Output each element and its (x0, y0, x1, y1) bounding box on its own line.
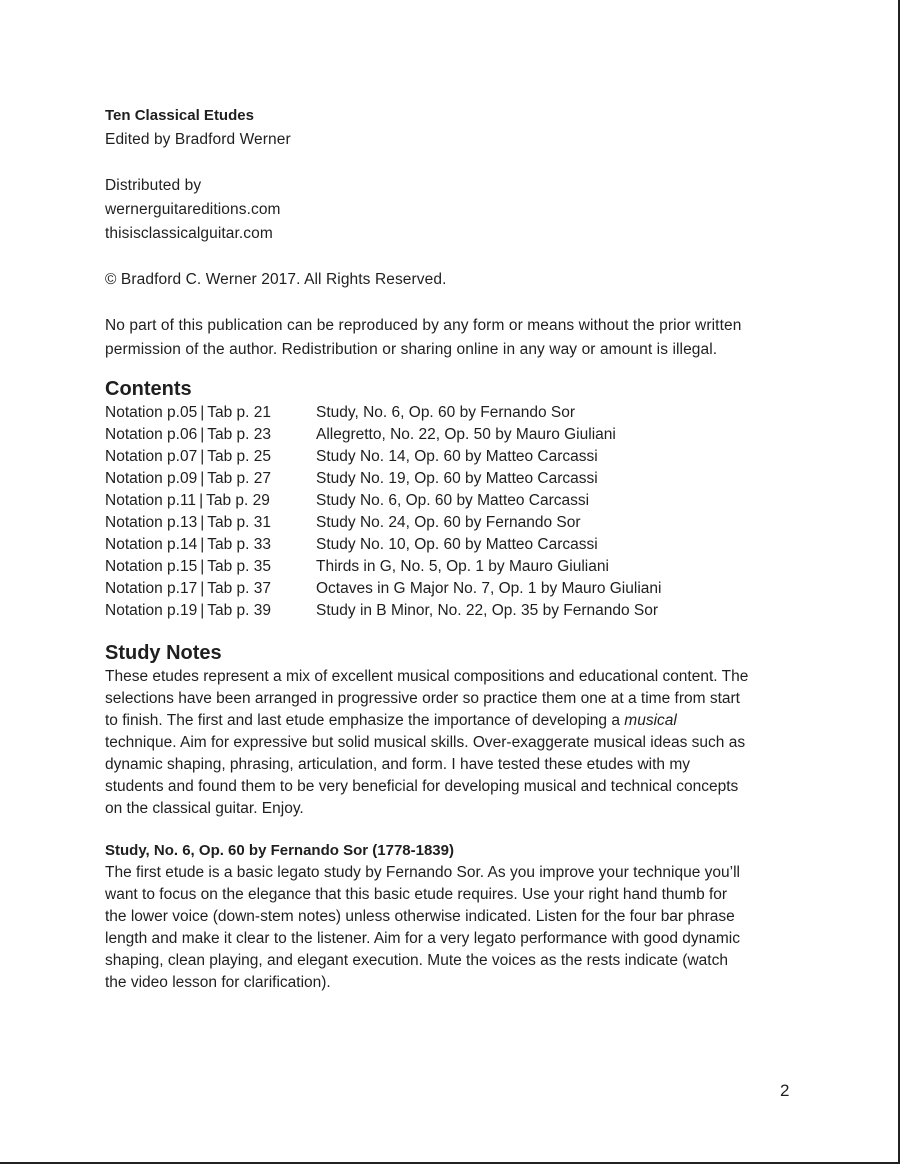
toc-tab-page: Tab p. 21 (207, 404, 272, 421)
study-one-line: the lower voice (down-stem notes) unless otherwise indicated. Listen for the four bar phrase (105, 908, 735, 925)
toc-title: Study, No. 6, Op. 60 by Fernando Sor (316, 404, 576, 421)
toc-pages (105, 424, 316, 446)
toc-notation-page: Notation p.19 (105, 602, 198, 619)
distributor-site-1: wernerguitareditions.com (105, 201, 281, 218)
page-content (105, 104, 805, 994)
toc-pages (105, 512, 316, 534)
book-title: Ten Classical Etudes (105, 107, 254, 124)
toc-tab-page: Tab p. 37 (207, 580, 272, 597)
toc-pages (105, 534, 316, 556)
toc-notation-page: Notation p.06 (105, 426, 198, 443)
study-one-line: want to focus on the elegance that this basic etude requires. Use your right hand thumb for (105, 886, 728, 903)
toc-title: Octaves in G Major No. 7, Op. 1 by Mauro Giuliani (316, 580, 662, 597)
toc-notation-page: Notation p.09 (105, 470, 198, 487)
distributed-label: Distributed by (105, 177, 202, 194)
study-one-line: The first etude is a basic legato study by Fernando Sor. As you improve your technique you’ll (105, 864, 740, 881)
toc-notation-page: Notation p.13 (105, 514, 198, 531)
page-number: 2 (780, 1081, 790, 1100)
toc-pages (105, 556, 316, 578)
editor-credit: Edited by Bradford Werner (105, 131, 291, 148)
toc-separator: | (200, 448, 205, 465)
table-of-contents (105, 402, 805, 622)
toc-title: Study No. 10, Op. 60 by Matteo Carcassi (316, 536, 598, 553)
toc-pages (105, 402, 316, 424)
spacer (105, 362, 805, 376)
distributor-site-2: thisisclassicalguitar.com (105, 225, 273, 242)
toc-title: Study No. 14, Op. 60 by Matteo Carcassi (316, 448, 598, 465)
toc-pages (105, 490, 316, 512)
legal-notice-line-1: No part of this publication can be reproduced by any form or means without the prior written (105, 317, 742, 334)
toc-separator: | (200, 514, 205, 531)
spacer (105, 152, 805, 174)
spacer (105, 820, 805, 840)
spacer (105, 292, 805, 314)
toc-item (105, 490, 805, 512)
toc-item (105, 600, 805, 622)
study-notes-line: These etudes represent a mix of excellent musical compositions and educational content. The (105, 668, 749, 685)
study-notes-line: dynamic shaping, phrasing, articulation, and form. I have tested these etudes with my (105, 756, 691, 773)
toc-separator: | (200, 536, 205, 553)
toc-pages (105, 578, 316, 600)
study-notes-heading: Study Notes (105, 642, 222, 664)
study-one-heading: Study, No. 6, Op. 60 by Fernando Sor (1778-1839) (105, 842, 454, 859)
toc-item (105, 578, 805, 600)
toc-separator: | (200, 558, 205, 575)
copyright-notice: © Bradford C. Werner 2017. All Rights Reserved. (105, 271, 447, 288)
toc-notation-page: Notation p.15 (105, 558, 198, 575)
toc-separator: | (200, 602, 205, 619)
toc-separator: | (200, 580, 205, 597)
toc-tab-page: Tab p. 23 (207, 426, 272, 443)
toc-title: Study No. 6, Op. 60 by Matteo Carcassi (316, 492, 590, 509)
study-notes-text: to finish. The first and last etude emphasize the importance of developing a (105, 712, 625, 729)
toc-tab-page: Tab p. 39 (207, 602, 272, 619)
toc-notation-page: Notation p.07 (105, 448, 198, 465)
study-notes-line: selections have been arranged in progressive order so practice them one at a time from start (105, 690, 740, 707)
study-one-line: shaping, clean playing, and elegant execution. Mute the voices as the rests indicate (watch (105, 952, 728, 969)
spacer (105, 622, 805, 640)
toc-tab-page: Tab p. 35 (207, 558, 272, 575)
toc-item (105, 534, 805, 556)
toc-pages (105, 468, 316, 490)
toc-separator: | (200, 404, 205, 421)
study-notes-line: technique. Aim for expressive but solid musical skills. Over-exaggerate musical ideas such as (105, 734, 746, 751)
toc-item (105, 468, 805, 490)
toc-item (105, 512, 805, 534)
study-one-line: length and make it clear to the listener. Aim for a very legato performance with good dynamic (105, 930, 740, 947)
emphasis-musical: musical (624, 712, 677, 729)
toc-item (105, 424, 805, 446)
toc-title: Study No. 19, Op. 60 by Matteo Carcassi (316, 470, 598, 487)
toc-title: Study in B Minor, No. 22, Op. 35 by Fernando Sor (316, 602, 659, 619)
toc-notation-page: Notation p.05 (105, 404, 198, 421)
study-notes-line: on the classical guitar. Enjoy. (105, 800, 304, 817)
toc-item (105, 446, 805, 468)
toc-title: Allegretto, No. 22, Op. 50 by Mauro Giuliani (316, 426, 616, 443)
toc-item (105, 556, 805, 578)
toc-notation-page: Notation p.17 (105, 580, 198, 597)
contents-heading: Contents (105, 378, 192, 400)
study-notes-line: students and found them to be very beneficial for developing musical and technical concepts (105, 778, 739, 795)
toc-title: Study No. 24, Op. 60 by Fernando Sor (316, 514, 581, 531)
toc-separator: | (200, 470, 205, 487)
study-notes-line (105, 710, 805, 732)
toc-item (105, 402, 805, 424)
toc-tab-page: Tab p. 27 (207, 470, 272, 487)
toc-tab-page: Tab p. 25 (207, 448, 272, 465)
toc-tab-page: Tab p. 33 (207, 536, 272, 553)
toc-notation-page: Notation p.14 (105, 536, 198, 553)
study-one-line: the video lesson for clarification). (105, 974, 331, 991)
toc-pages (105, 446, 316, 468)
toc-title: Thirds in G, No. 5, Op. 1 by Mauro Giuliani (316, 558, 609, 575)
toc-tab-page: Tab p. 29 (206, 492, 270, 509)
toc-pages (105, 600, 316, 622)
toc-separator: | (200, 426, 205, 443)
toc-tab-page: Tab p. 31 (207, 514, 272, 531)
legal-notice-line-2: permission of the author. Redistribution or sharing online in any way or amount is illegal. (105, 341, 718, 358)
spacer (105, 246, 805, 268)
toc-notation-page: Notation p.11 (105, 492, 197, 509)
toc-separator: | (199, 492, 204, 509)
